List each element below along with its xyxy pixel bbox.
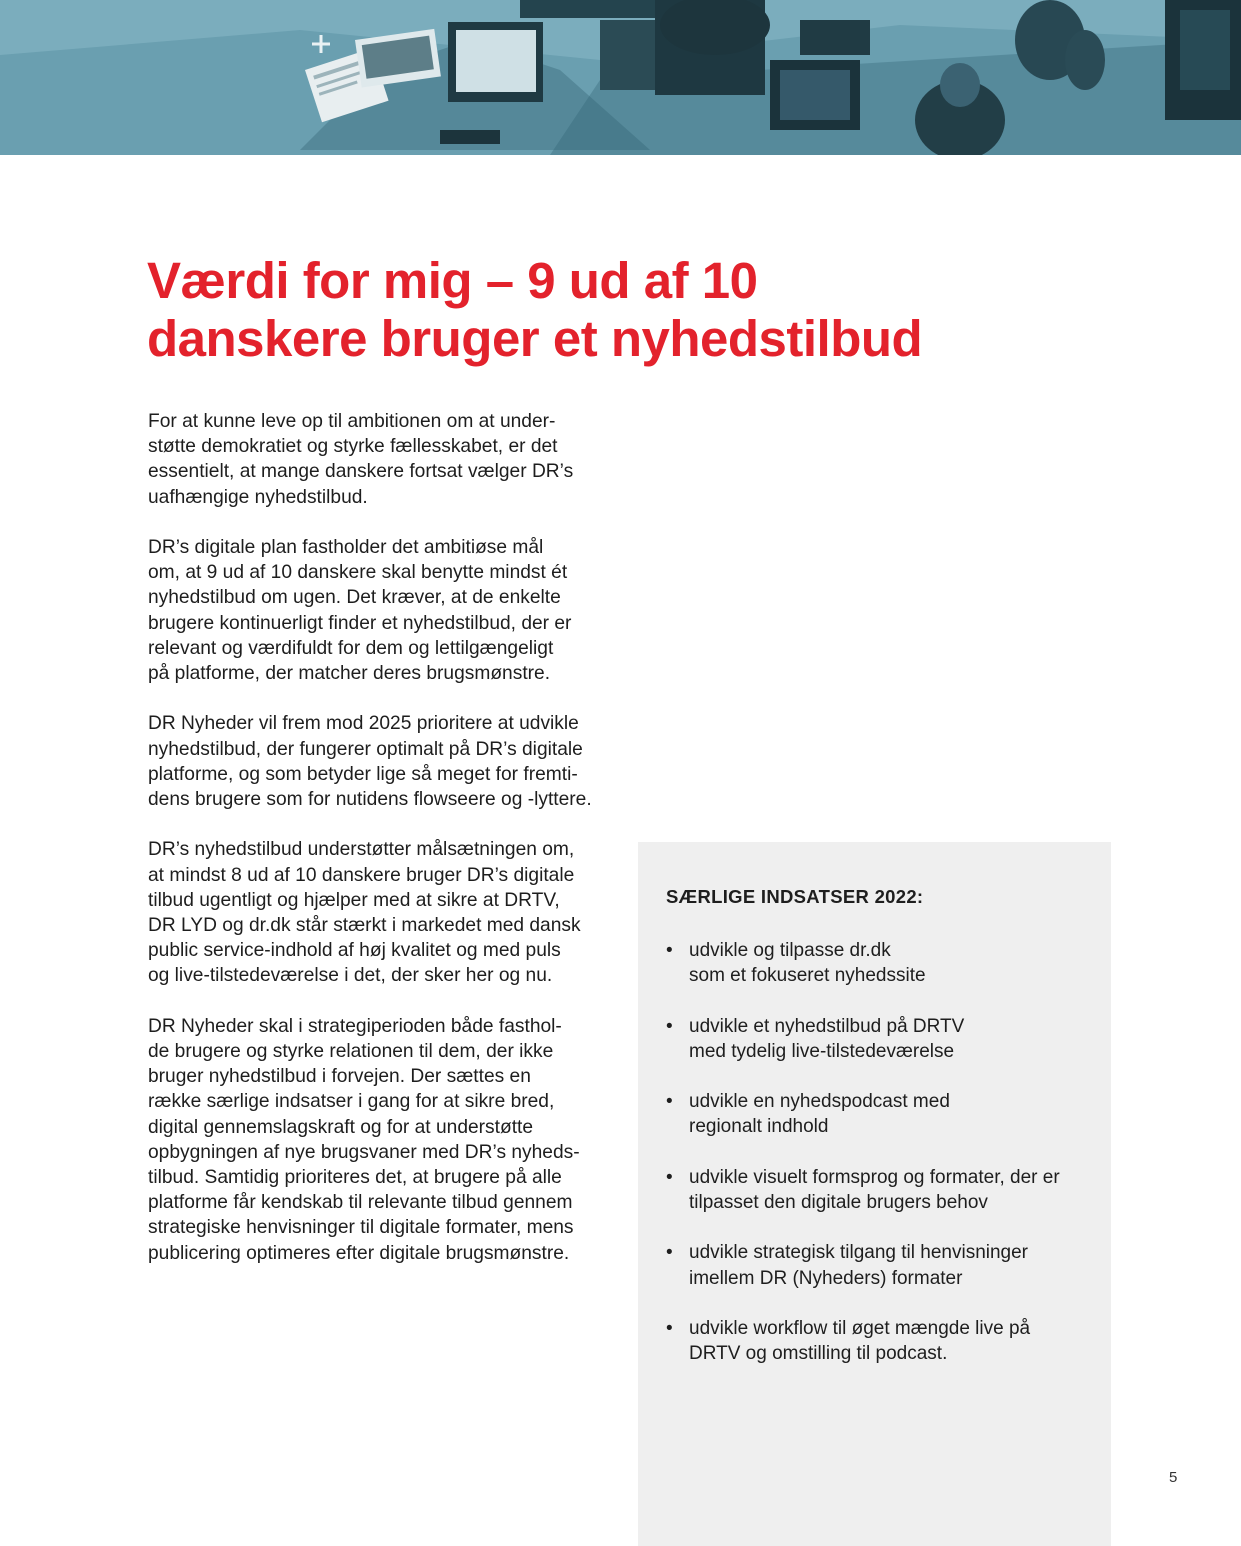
body-paragraph: DR Nyheder vil frem mod 2025 prioritere at udvikle nyhedstilbud, der fungerer optimalt på DR’s digitale platforme, og som betyder lige så meget for fremti- dens brugere som for nutidens flowseere og -lyttere. [148, 713, 592, 811]
title-line-2: danskere bruger et nyhedstilbud [147, 310, 923, 367]
initiatives-list [666, 938, 1086, 1392]
bullet-icon: • [666, 1015, 673, 1037]
header-newsroom-photo [0, 0, 1241, 155]
initiative-text: udvikle strategisk tilgang til henvisninger imellem DR (Nyheders) formater [689, 1242, 1029, 1289]
bullet-icon: • [666, 1091, 673, 1113]
initiative-item [666, 1014, 1086, 1064]
body-paragraph: DR’s digitale plan fastholder det ambitiøse mål om, at 9 ud af 10 danskere skal benytte mindst ét nyhedstilbud om ugen. Det kræver, at de enkelte brugere kontinuerligt finder et nyhedstilbud, der er relevant og værdifuldt for dem og lettilgængeligt på platforme, der matcher deres brugsmønstre. [148, 537, 572, 685]
body-paragraph: For at kunne leve op til ambitionen om at under- støtte demokratiet og styrke fællesskabet, er det essentielt, at mange danskere fortsat vælger DR’s uafhængige nyhedstilbud. [148, 411, 574, 508]
bullet-icon: • [666, 1242, 673, 1264]
bullet-icon: • [666, 1166, 673, 1188]
initiative-item [666, 1089, 1086, 1139]
bullet-icon: • [666, 940, 673, 961]
body-paragraph: DR Nyheder skal i strategiperioden både fasthol- de brugere og styrke relationen til dem, der ikke bruger nyhedstilbud i forvejen. Der sættes en række særlige indsatser i gang for at sikre bred, digital gennemslagskraft og for at understøtte opbygningen af nye brugsvaner med DR’s nyheds- tilbud. Samtidig prioriteres det, at brugere på alle platforme får kendskab til relevante tilbud gennem strategiske henvisninger til digitale formater, mens publicering optimeres efter digitale brugsmønstre. [148, 1015, 580, 1264]
page-number: 5 [1169, 1469, 1178, 1486]
title-line-1: Værdi for mig – 9 ud af 10 [147, 252, 758, 309]
initiative-item [666, 1165, 1086, 1215]
initiative-text: udvikle en nyhedspodcast med regionalt indhold [689, 1091, 950, 1138]
page-title [147, 252, 1107, 368]
special-initiatives-box [638, 842, 1111, 1546]
initiative-text: udvikle et nyhedstilbud på DRTV med tydelig live-tilstedeværelse [689, 1015, 965, 1062]
initiative-text: udvikle workflow til øget mængde live på DRTV og omstilling til podcast. [689, 1317, 1031, 1365]
body-paragraph: DR’s nyhedstilbud understøtter målsætningen om, at mindst 8 ud af 10 danskere bruger DR’s digitale tilbud ugentligt og hjælper med at sikre at DRTV, DR LYD og dr.dk står stærkt i markedet med dansk public service-indhold af høj kvalitet og med puls og live-tilstedeværelse i det, der sker her og nu. [148, 839, 581, 987]
initiative-item [666, 1316, 1086, 1366]
initiative-text: udvikle visuelt formsprog og formater, der er tilpasset den digitale brugers behov [689, 1166, 1060, 1213]
initiative-item [666, 1240, 1086, 1290]
initiative-item [666, 938, 1086, 988]
sidebar-heading: SÆRLIGE INDSATSER 2022: [666, 886, 924, 907]
initiative-text: udvikle og tilpasse dr.dk som et fokuseret nyhedssite [689, 940, 926, 987]
newsroom-photo-illustration [0, 0, 1241, 155]
body-text [148, 409, 618, 1291]
bullet-icon: • [666, 1317, 673, 1339]
